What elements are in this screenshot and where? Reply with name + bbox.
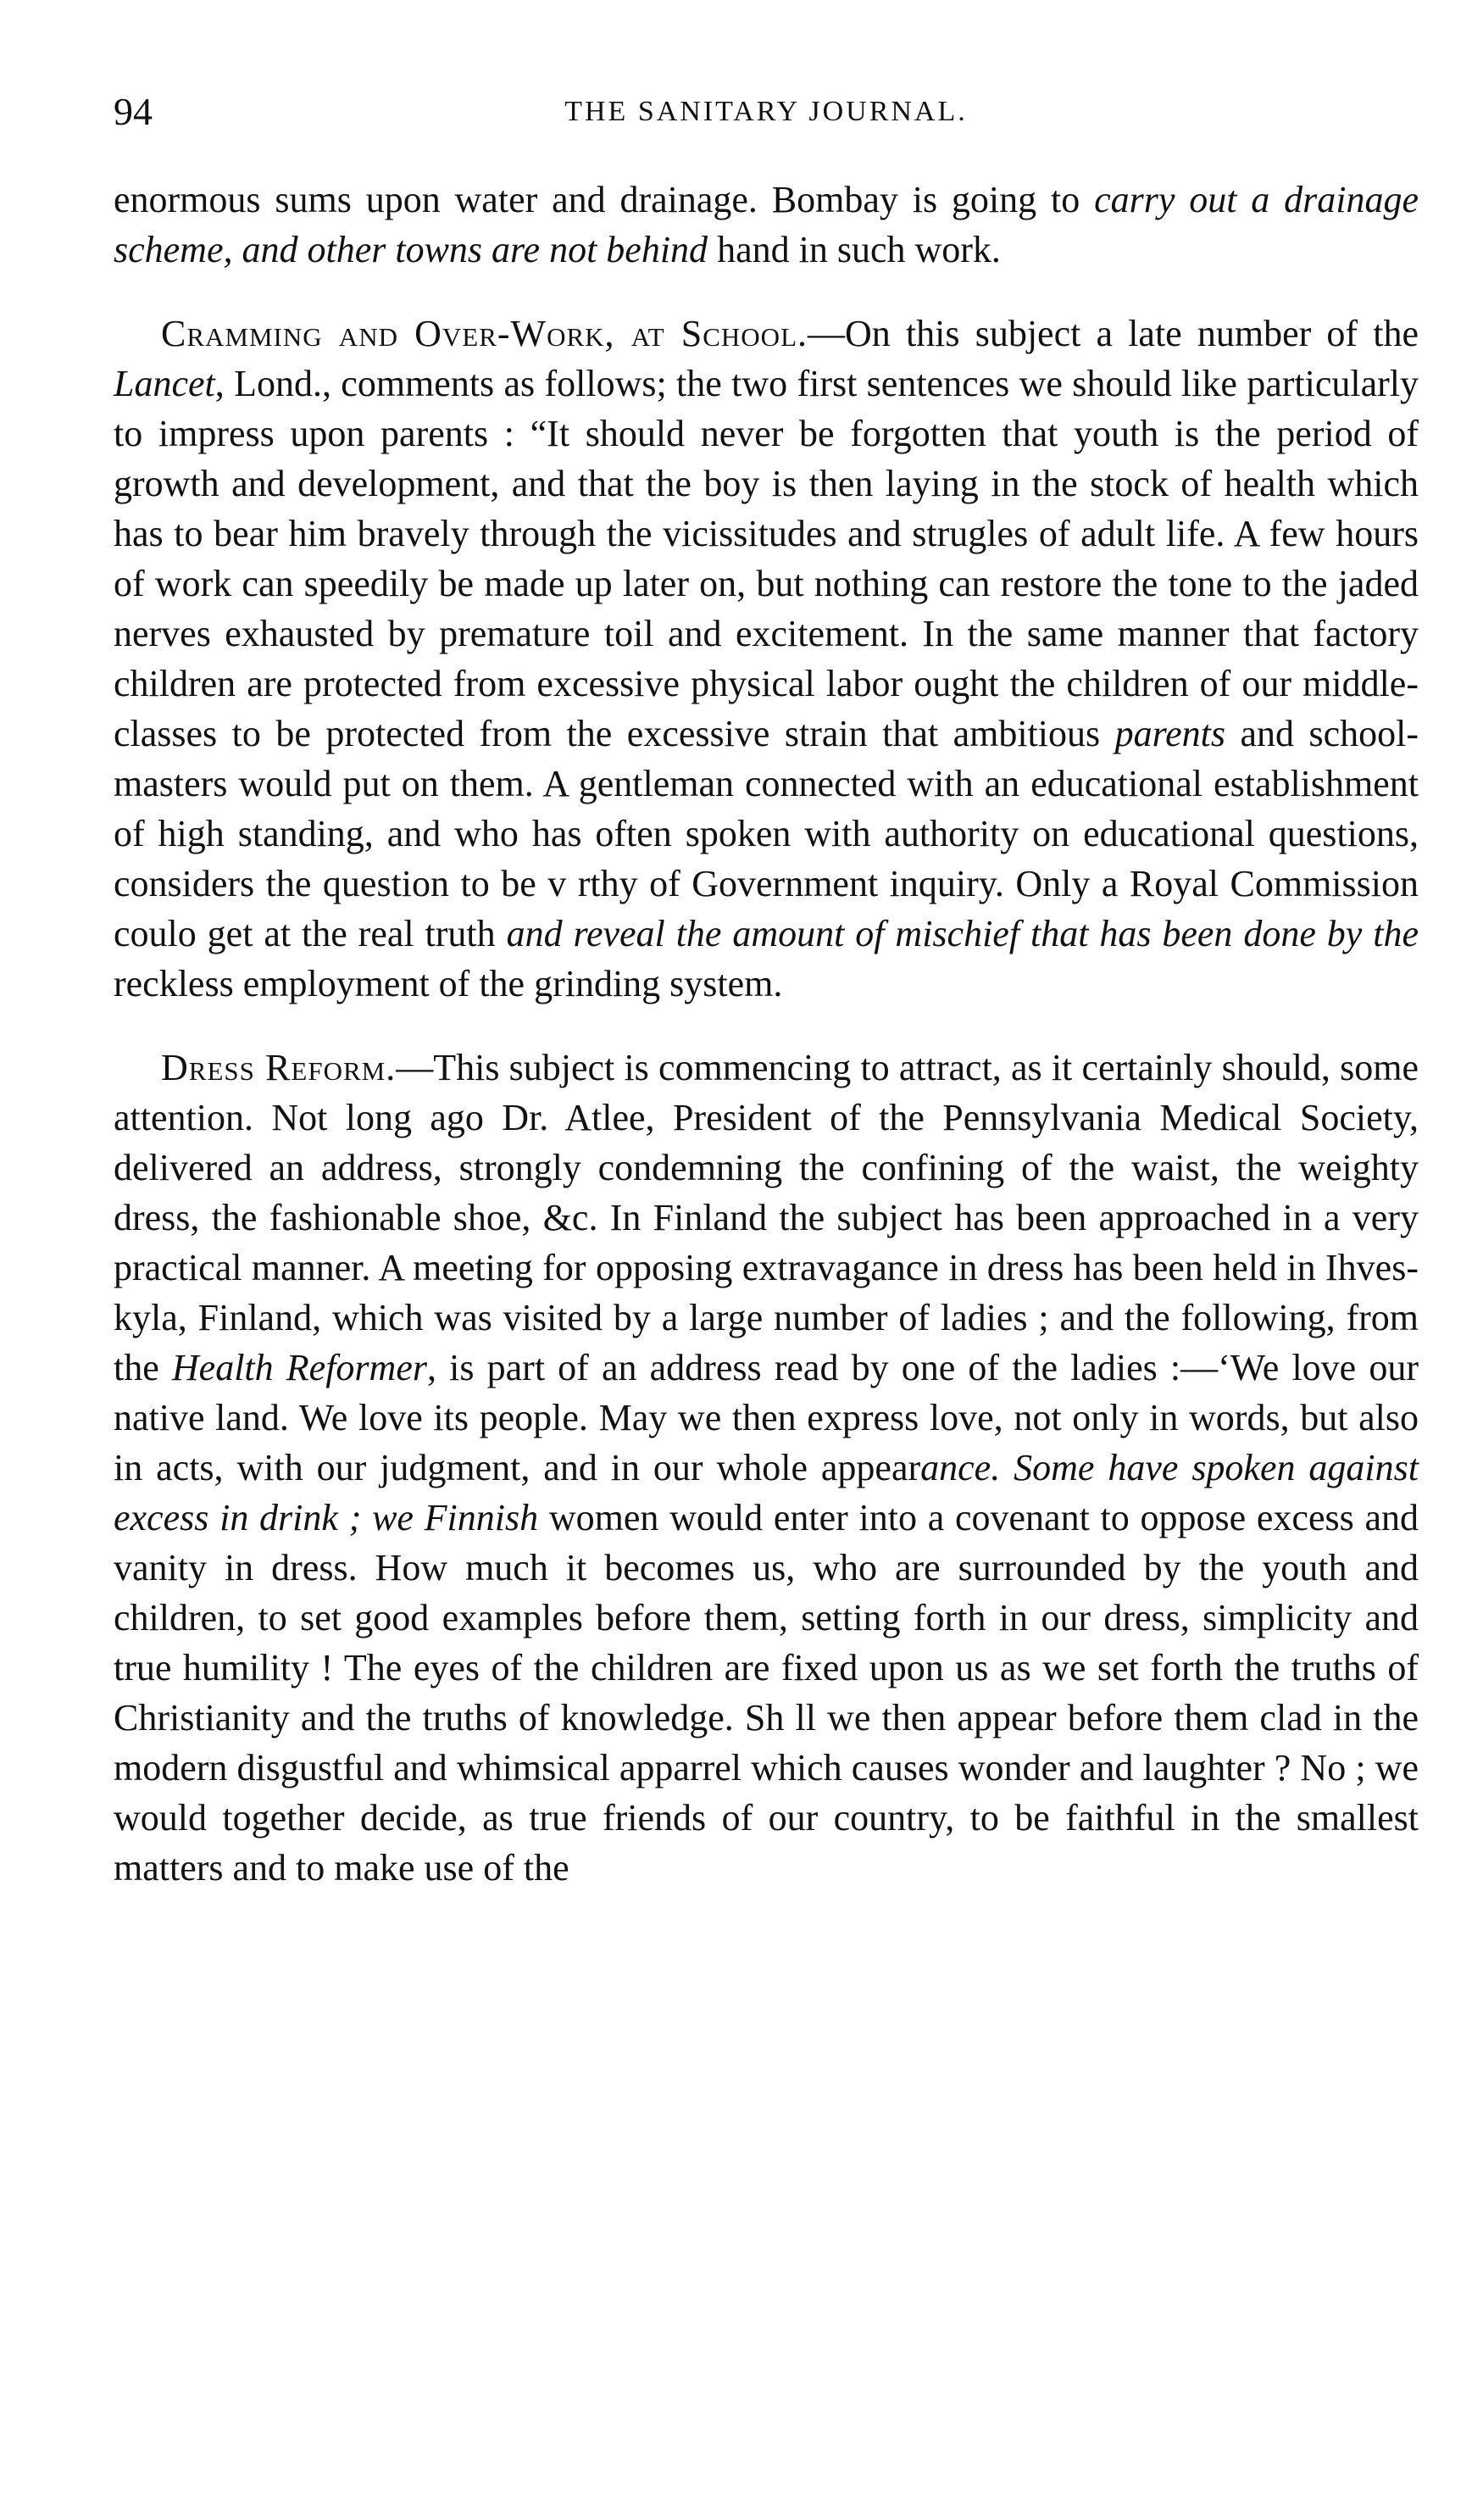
page-number: 94	[114, 90, 153, 133]
text-span: and reveal the amount of mischief that has been done by the	[506, 913, 1419, 954]
text-span: , Lond., comments as follows; the two first sentences we should like particularly to impress upon parents : “It should never be forgotten that youth is the period of growth and development, and that the boy is then laying in the stock of health which has to bear him bravely through the vicissitudes and strugles of adult life. A few hours of work can speedily be made up later on, but nothing can restore the tone to the jaded nerves exhausted by premature toil and excitement. In the same manner that factory children are protected from excessive physical labor ought the children of our middleclasses to be protected from the excessive strain that ambitious	[114, 363, 1419, 754]
text-span: hand in such work.	[708, 229, 1001, 270]
paragraph-intro	[114, 175, 1419, 275]
running-title: THE SANITARY JOURNAL.	[564, 96, 968, 127]
text-span: , is part of an address read by one of the ladies :—‘We love our native land. We love its people. May we then express love, not only in words, but also in acts, with our judgment, and in our whole appear	[114, 1347, 1419, 1488]
text-span: Health Reformer	[171, 1347, 427, 1388]
text-span: and school-masters would put on them. A gentleman connected with an educational establishment of high standing, and who has often spoken with authority on educational questions, considers the question to be v rthy of Government inquiry. Only a Royal Commission coulo get at the real truth	[114, 713, 1419, 954]
paragraph-dress-reform	[114, 1043, 1419, 1893]
text-span: enormous sums upon water and drainage. Bombay is going to	[114, 179, 1095, 220]
text-span: parents	[1114, 713, 1225, 754]
text-span: reckless employment of the grinding system.	[114, 963, 783, 1004]
text-span: women would enter into a covenant to oppose excess and vanity in dress. How much it becomes us, who are surrounded by the youth and children, to set good examples before them, setting forth in our dress, simplicity and true humility ! The eyes of the children are fixed upon us as we set forth the truths of Christianity and the truths of knowledge. Sh ll we then appear before them clad in the modern disgustful and whimsical apparrel which causes wonder and laughter ? No ; we would together decide, as true friends of our country, to be faithful in the smallest matters and to make use of the	[114, 1497, 1419, 1889]
text-span: Lancet	[114, 363, 215, 404]
text-span: carry out a drainage scheme, and other towns are not behind	[114, 179, 1419, 270]
page-header	[114, 85, 1419, 139]
section-heading: Dress Reform.	[161, 1047, 397, 1088]
text-span: —On this subject a late number of the	[808, 313, 1419, 354]
section-heading: Cramming and Over-Work, at School.	[161, 313, 808, 354]
paragraph-cramming	[114, 309, 1419, 1009]
text-span: —This subject is commencing to attract, as it certainly should, some attention. Not long ago Dr. Atlee, President of the Pennsylvania Medical Society, delivered an address, strongly condemning the confining of the waist, the weighty dress, the fashionable shoe, &c. In Finland the subject has been approached in a very practical manner. A meeting for opposing extravagance in dress has been held in Ihveskyla, Finland, which was visited by a large number of ladies ; and the following, from the	[114, 1047, 1419, 1388]
document-page	[114, 85, 1419, 1927]
text-span: ance. Some have spoken against excess in drink ; we Finnish	[114, 1447, 1419, 1538]
